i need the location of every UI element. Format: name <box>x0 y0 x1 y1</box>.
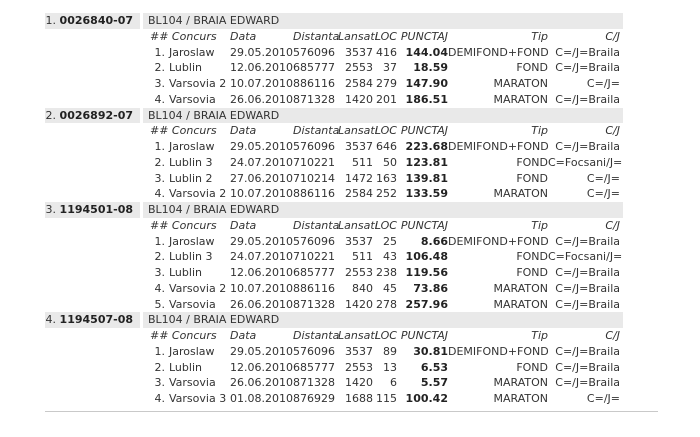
race-tip: MARATON <box>493 77 548 90</box>
race-tip: DEMIFOND+FOND <box>448 344 549 358</box>
header-data: Data <box>230 29 257 43</box>
race-punctaj: 139.81 <box>405 171 448 185</box>
header-concurs: ## Concurs <box>150 124 217 138</box>
section-owner: BL104 / BRAIA EDWARD <box>143 312 623 328</box>
race-distance: 871328 <box>293 376 335 390</box>
race-cj: C=/J=Braila <box>555 281 620 295</box>
race-date: 12.06.2010 <box>230 360 293 374</box>
race-tip: FOND <box>516 266 548 279</box>
race-lansati: 3537 <box>345 45 373 59</box>
race-row <box>145 265 658 281</box>
race-row <box>145 234 658 250</box>
section-header-bar <box>45 13 658 29</box>
race-number: 4. <box>154 392 165 405</box>
header-concurs: ## Concurs <box>150 218 217 232</box>
race-name: Varsovia 2 <box>169 187 227 201</box>
race-lansati: 3537 <box>345 234 373 248</box>
race-date: 01.08.2010 <box>230 392 293 405</box>
race-cj: C=/J=Braila <box>555 140 620 153</box>
race-tip: FOND <box>516 171 548 185</box>
header-cj: C/J <box>605 329 620 342</box>
race-name-cell <box>145 171 230 187</box>
race-tip: DEMIFOND+FOND <box>448 140 549 153</box>
race-date: 12.06.2010 <box>230 266 293 279</box>
header-lansati: Lansati <box>338 218 378 232</box>
ring-id: 1194507-08 <box>59 313 133 327</box>
section-header-bar <box>45 108 658 124</box>
race-lansati: 1420 <box>345 297 373 311</box>
race-loc: 45 <box>383 281 397 295</box>
header-tip: Tip <box>531 29 548 43</box>
race-tip: MARATON <box>493 187 548 201</box>
race-cj: C=/J=Braila <box>555 297 620 311</box>
race-number: 4. <box>154 187 165 201</box>
race-row <box>145 45 658 61</box>
race-name: Varsovia <box>169 297 216 311</box>
race-lansati: 2553 <box>345 266 373 279</box>
race-row <box>145 60 658 76</box>
results-report-table <box>45 13 658 412</box>
race-loc: 25 <box>383 234 397 248</box>
race-lansati: 1420 <box>345 92 373 106</box>
column-header-row <box>145 29 658 45</box>
section-ring-id <box>45 202 140 218</box>
race-punctaj: 257.96 <box>405 297 448 311</box>
race-date: 29.05.2010 <box>230 140 293 153</box>
sections-container <box>45 13 658 407</box>
race-tip: MARATON <box>493 281 548 295</box>
race-row <box>145 76 658 92</box>
race-loc: 238 <box>376 266 397 279</box>
race-name-cell <box>145 344 230 360</box>
header-tip: Tip <box>531 124 548 138</box>
race-punctaj: 223.68 <box>405 140 448 153</box>
section-index: 4. <box>45 313 60 327</box>
race-number: 3. <box>154 376 165 390</box>
race-name-cell <box>145 139 230 155</box>
header-cj: C/J <box>605 29 620 43</box>
header-loc: LOC <box>374 218 397 232</box>
section-header-bar <box>45 202 658 218</box>
race-tip: MARATON <box>493 92 548 106</box>
header-data: Data <box>230 124 257 138</box>
race-cj: C=/J=Braila <box>555 92 620 106</box>
race-name: Varsovia <box>169 376 216 390</box>
race-name-cell <box>145 45 230 61</box>
race-number: 1. <box>154 234 165 248</box>
race-punctaj: 8.66 <box>420 234 448 248</box>
race-date: 26.06.2010 <box>230 92 293 106</box>
race-rows <box>145 139 658 202</box>
race-distance: 871328 <box>293 92 335 106</box>
section-owner: BL104 / BRAIA EDWARD <box>143 108 623 124</box>
race-row <box>145 249 658 265</box>
race-rows <box>145 344 658 407</box>
header-cj: C/J <box>605 218 620 232</box>
race-name: Varsovia <box>169 92 216 106</box>
header-distanta: Distanta <box>293 218 340 232</box>
race-name-cell <box>145 249 230 265</box>
race-date: 10.07.2010 <box>230 281 293 295</box>
section-race-table <box>145 123 658 202</box>
race-row <box>145 139 658 155</box>
ring-section <box>45 13 658 108</box>
race-name: Lublin <box>169 266 202 279</box>
race-loc: 163 <box>376 171 397 185</box>
ring-id: 1194501-08 <box>59 203 133 216</box>
ring-id: 0026840-07 <box>59 14 133 27</box>
race-distance: 886116 <box>293 281 335 295</box>
race-loc: 115 <box>376 392 397 405</box>
header-punctaj: PUNCTAJ <box>400 124 448 138</box>
race-distance: 710214 <box>293 171 335 185</box>
header-concurs: ## Concurs <box>150 329 217 342</box>
race-tip: MARATON <box>493 392 548 405</box>
race-rows <box>145 45 658 108</box>
race-loc: 646 <box>376 140 397 153</box>
race-number: 4. <box>154 92 165 106</box>
section-index: 3. <box>45 203 60 216</box>
race-number: 5. <box>154 297 165 311</box>
race-row <box>145 391 658 407</box>
race-distance: 886116 <box>293 187 335 201</box>
race-number: 2. <box>154 360 165 374</box>
race-number: 4. <box>154 281 165 295</box>
race-row <box>145 171 658 187</box>
race-date: 10.07.2010 <box>230 77 293 90</box>
header-cj: C/J <box>605 124 620 138</box>
section-owner: BL104 / BRAIA EDWARD <box>143 202 623 218</box>
race-date: 10.07.2010 <box>230 187 293 201</box>
race-loc: 50 <box>383 155 397 169</box>
header-concurs: ## Concurs <box>150 29 217 43</box>
race-distance: 576096 <box>293 45 335 59</box>
race-loc: 278 <box>376 297 397 311</box>
header-distanta: Distanta <box>293 29 340 43</box>
race-date: 24.07.2010 <box>230 155 293 169</box>
race-distance: 710221 <box>293 155 335 169</box>
race-name-cell <box>145 281 230 297</box>
race-punctaj: 147.90 <box>405 77 448 90</box>
race-tip: DEMIFOND+FOND <box>448 45 549 59</box>
section-ring-id <box>45 108 140 124</box>
race-number: 1. <box>154 45 165 59</box>
race-distance: 685777 <box>293 360 335 374</box>
race-name-cell <box>145 186 230 202</box>
race-tip: FOND <box>516 250 548 264</box>
race-row <box>145 92 658 108</box>
race-date: 26.06.2010 <box>230 376 293 390</box>
race-punctaj: 119.56 <box>405 266 448 279</box>
race-date: 24.07.2010 <box>230 250 293 264</box>
race-name-cell <box>145 375 230 391</box>
race-punctaj: 123.81 <box>405 155 448 169</box>
header-punctaj: PUNCTAJ <box>400 218 448 232</box>
header-loc: LOC <box>374 329 397 342</box>
header-punctaj: PUNCTAJ <box>400 329 448 342</box>
race-date: 27.06.2010 <box>230 171 293 185</box>
race-lansati: 1420 <box>345 376 373 390</box>
race-lansati: 3537 <box>345 140 373 153</box>
race-punctaj: 18.59 <box>413 61 448 75</box>
section-race-table <box>145 328 658 407</box>
race-distance: 876929 <box>293 392 335 405</box>
race-tip: FOND <box>516 360 548 374</box>
race-cj: C=/J=Braila <box>555 344 620 358</box>
section-owner: BL104 / BRAIA EDWARD <box>143 13 623 29</box>
header-punctaj: PUNCTAJ <box>400 29 448 43</box>
race-distance: 685777 <box>293 61 335 75</box>
race-number: 3. <box>154 171 165 185</box>
race-punctaj: 106.48 <box>405 250 448 264</box>
ring-section <box>45 108 658 203</box>
race-cj: C=/J= <box>586 392 620 405</box>
race-row <box>145 344 658 360</box>
race-cj: C=/J= <box>586 77 620 90</box>
header-loc: LOC <box>374 124 397 138</box>
race-tip: FOND <box>516 61 548 75</box>
race-name-cell <box>145 391 230 407</box>
race-name: Jaroslaw <box>169 140 215 153</box>
race-lansati: 2584 <box>345 187 373 201</box>
header-data: Data <box>230 218 257 232</box>
race-punctaj: 133.59 <box>405 187 448 201</box>
race-punctaj: 5.57 <box>420 376 448 390</box>
race-punctaj: 186.51 <box>405 92 448 106</box>
race-row <box>145 186 658 202</box>
race-name-cell <box>145 60 230 76</box>
race-lansati: 2553 <box>345 360 373 374</box>
race-cj: C=/J= <box>586 187 620 201</box>
race-loc: 279 <box>376 77 397 90</box>
race-distance: 576096 <box>293 140 335 153</box>
race-cj: C=/J= <box>586 171 620 185</box>
column-header-row <box>145 218 658 234</box>
ring-section <box>45 202 658 312</box>
race-name: Jaroslaw <box>169 234 215 248</box>
race-name: Varsovia 2 <box>169 77 227 90</box>
race-row <box>145 297 658 313</box>
race-lansati: 1472 <box>345 171 373 185</box>
section-race-table <box>145 218 658 313</box>
header-tip: Tip <box>531 218 548 232</box>
race-name: Lublin 3 <box>169 250 213 264</box>
race-lansati: 511 <box>352 250 373 264</box>
race-name-cell <box>145 155 230 171</box>
race-name: Jaroslaw <box>169 344 215 358</box>
race-cj: C=/J=Braila <box>555 234 620 248</box>
race-distance: 886116 <box>293 77 335 90</box>
race-number: 1. <box>154 344 165 358</box>
race-row <box>145 375 658 391</box>
race-cj: C=/J=Braila <box>555 266 620 279</box>
race-punctaj: 144.04 <box>405 45 448 59</box>
race-row <box>145 360 658 376</box>
race-number: 2. <box>154 155 165 169</box>
race-name: Lublin 2 <box>169 171 213 185</box>
race-loc: 37 <box>383 61 397 75</box>
race-distance: 576096 <box>293 344 335 358</box>
race-cj: C=Focsani/J= <box>548 155 623 169</box>
section-race-table <box>145 29 658 108</box>
race-name: Lublin 3 <box>169 155 213 169</box>
race-number: 2. <box>154 250 165 264</box>
race-name: Varsovia 2 <box>169 281 227 295</box>
race-loc: 6 <box>390 376 397 390</box>
race-tip: DEMIFOND+FOND <box>448 234 549 248</box>
race-punctaj: 30.81 <box>413 344 448 358</box>
race-number: 1. <box>154 140 165 153</box>
race-date: 29.05.2010 <box>230 344 293 358</box>
race-date: 12.06.2010 <box>230 61 293 75</box>
header-distanta: Distanta <box>293 124 340 138</box>
race-loc: 13 <box>383 360 397 374</box>
column-header-row <box>145 123 658 139</box>
ring-section <box>45 312 658 407</box>
race-name-cell <box>145 297 230 313</box>
race-number: 3. <box>154 77 165 90</box>
race-name-cell <box>145 360 230 376</box>
header-distanta: Distanta <box>293 329 340 342</box>
race-lansati: 1688 <box>345 392 373 405</box>
race-date: 29.05.2010 <box>230 45 293 59</box>
header-lansati: Lansati <box>338 329 378 342</box>
race-name-cell <box>145 92 230 108</box>
race-name: Jaroslaw <box>169 45 215 59</box>
race-name-cell <box>145 76 230 92</box>
race-date: 29.05.2010 <box>230 234 293 248</box>
race-name-cell <box>145 234 230 250</box>
race-loc: 201 <box>376 92 397 106</box>
race-distance: 685777 <box>293 266 335 279</box>
race-tip: FOND <box>516 155 548 169</box>
race-cj: C=/J=Braila <box>555 61 620 75</box>
header-data: Data <box>230 329 257 342</box>
race-cj: C=/J=Braila <box>555 376 620 390</box>
race-row <box>145 281 658 297</box>
race-tip: MARATON <box>493 297 548 311</box>
section-ring-id <box>45 13 140 29</box>
race-distance: 710221 <box>293 250 335 264</box>
race-cj: C=/J=Braila <box>555 360 620 374</box>
race-name: Lublin <box>169 360 202 374</box>
header-tip: Tip <box>531 329 548 342</box>
race-loc: 89 <box>383 344 397 358</box>
race-date: 26.06.2010 <box>230 297 293 311</box>
section-header-bar <box>45 312 658 328</box>
race-number: 3. <box>154 266 165 279</box>
section-ring-id <box>45 312 140 328</box>
race-lansati: 2584 <box>345 77 373 90</box>
race-cj: C=Focsani/J= <box>548 250 623 264</box>
race-punctaj: 6.53 <box>420 360 448 374</box>
section-index: 2. <box>45 108 60 122</box>
race-name: Lublin <box>169 61 202 75</box>
race-distance: 871328 <box>293 297 335 311</box>
race-cj: C=/J=Braila <box>555 45 620 59</box>
column-header-row <box>145 328 658 344</box>
ring-id: 0026892-07 <box>59 108 133 122</box>
header-lansati: Lansati <box>338 124 378 138</box>
race-name-cell <box>145 265 230 281</box>
race-punctaj: 100.42 <box>405 392 448 405</box>
race-lansati: 840 <box>352 281 373 295</box>
race-tip: MARATON <box>493 376 548 390</box>
race-name: Varsovia 3 <box>169 392 227 405</box>
race-distance: 576096 <box>293 234 335 248</box>
race-row <box>145 155 658 171</box>
header-loc: LOC <box>374 29 397 43</box>
race-loc: 416 <box>376 45 397 59</box>
race-lansati: 3537 <box>345 344 373 358</box>
header-lansati: Lansati <box>338 29 378 43</box>
race-lansati: 2553 <box>345 61 373 75</box>
section-index: 1. <box>45 14 60 27</box>
race-loc: 252 <box>376 187 397 201</box>
race-loc: 43 <box>383 250 397 264</box>
race-lansati: 511 <box>352 155 373 169</box>
race-punctaj: 73.86 <box>413 281 448 295</box>
race-number: 2. <box>154 61 165 75</box>
race-rows <box>145 234 658 313</box>
